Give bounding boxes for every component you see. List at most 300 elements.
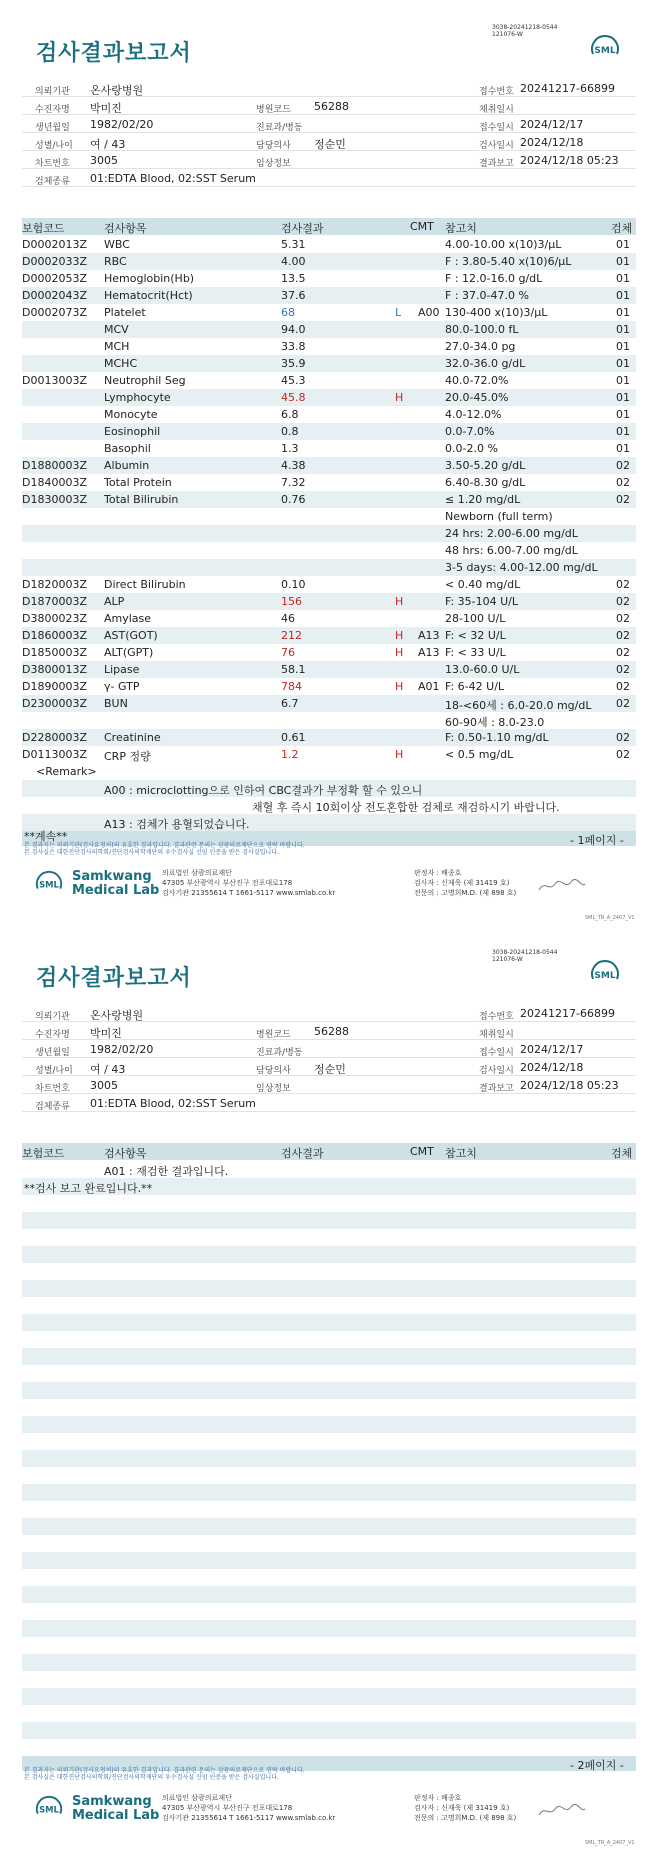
cell-result: 94.0 — [281, 323, 306, 336]
notice-line1: 본 결과지는 의뢰기관(검사요청처)의 유효한 결과입니다. 결과관련 문의는 삼광의료재단으로 연락 바랍니다. — [24, 842, 305, 849]
cell-ref: F: 6-42 U/L — [445, 680, 505, 693]
cell-result: 1.3 — [281, 442, 299, 455]
footer-logo-text: SML — [39, 1804, 59, 1815]
cell-ref: 60-90세 : 8.0-23.0 — [445, 716, 545, 729]
empty-row — [22, 1518, 636, 1535]
empty-row — [22, 1671, 636, 1688]
table-row — [22, 253, 636, 270]
results-table — [22, 236, 636, 763]
cell-flag: H — [395, 680, 404, 693]
cell-item: Lymphocyte — [104, 391, 171, 404]
table-row — [22, 678, 636, 695]
cell-ref: F: < 32 U/L — [445, 629, 506, 642]
table-row — [22, 304, 636, 321]
cell-ref: 4.00-10.00 x(10)3/μL — [445, 238, 562, 251]
cell-item: Eosinophil — [104, 425, 161, 438]
cell-item: WBC — [104, 238, 130, 251]
sml-footer-logo-icon — [34, 868, 64, 898]
table-row — [22, 610, 636, 627]
receipt-date-value: 2024/12/17 — [520, 1043, 584, 1056]
cell-item: MCH — [104, 340, 130, 353]
remark-a13: A13 : 검체가 용혈되었습니다. — [104, 818, 250, 831]
table-row — [22, 423, 636, 440]
header-ref: 참고치 — [445, 222, 477, 235]
notice-line2: 본 검사실은 대한진단검사의학회/진단검사의학재단의 우수검사실 신임 인증을 받은 검사실입니다. — [24, 1774, 279, 1781]
notice-text — [24, 842, 305, 856]
sml-footer-logo-icon — [34, 1793, 64, 1823]
footer-staff-line2: 검사자 : 신재욱 (제 31419 호) — [414, 1804, 510, 1812]
empty-row — [22, 1484, 636, 1501]
table-row — [22, 729, 636, 746]
cell-ref: 48 hrs: 6.00-7.00 mg/dL — [445, 544, 578, 557]
cell-ref: 6.40-8.30 g/dL — [445, 476, 526, 489]
table-row — [22, 576, 636, 593]
table-row — [22, 695, 636, 712]
doctor-label: 담당의사 — [256, 141, 291, 151]
cell-item: Neutrophil Seg — [104, 374, 186, 387]
empty-row — [22, 1212, 636, 1229]
form-code: SML_TR_A_2407_V1 — [585, 1840, 635, 1846]
cell-ref: 20.0-45.0% — [445, 391, 509, 404]
chart-label: 차트번호 — [35, 1084, 70, 1094]
collect-label: 채취일시 — [479, 105, 514, 115]
footer-staff-line1: 판정자 : 배종호 — [414, 869, 462, 877]
table-row — [22, 474, 636, 491]
table-row — [22, 389, 636, 406]
logo-text: SML — [594, 46, 616, 56]
info-row — [22, 169, 636, 187]
header-result: 검사결과 — [281, 1147, 324, 1160]
page-number: - 2페이지 - — [570, 1759, 624, 1772]
specimen-label: 검체종류 — [35, 1102, 70, 1112]
cell-cmt: A13 — [418, 629, 440, 642]
cell-result: 5.31 — [281, 238, 306, 251]
cell-item: Total Bilirubin — [104, 493, 179, 506]
cell-ref: F: 0.50-1.10 mg/dL — [445, 731, 549, 744]
table-row — [22, 661, 636, 678]
cell-result: 76 — [281, 646, 295, 659]
empty-row — [22, 1314, 636, 1331]
cell-code: D1840003Z — [22, 476, 87, 489]
table-row — [22, 559, 636, 576]
table-row — [22, 746, 636, 763]
document-number-line1: 3038-20241218-0544 — [492, 949, 558, 956]
cell-ref: 13.0-60.0 U/L — [445, 663, 520, 676]
cell-flag: L — [395, 306, 402, 319]
footer-brand-line1: Samkwang — [72, 869, 152, 884]
remark-row — [22, 763, 636, 780]
empty-row — [22, 1637, 636, 1654]
cell-result: 156 — [281, 595, 302, 608]
cell-cmt: A13 — [418, 646, 440, 659]
empty-row — [22, 1399, 636, 1416]
cell-code: D1850003Z — [22, 646, 87, 659]
patient-name-value: 박미진 — [90, 102, 122, 115]
report-title: 검사결과보고서 — [36, 966, 192, 991]
report-complete-text: **검사 보고 완료입니다.** — [24, 1182, 153, 1195]
cell-specimen: 02 — [616, 731, 630, 744]
document-number-line2: 121076-W — [492, 956, 523, 963]
table-row — [22, 542, 636, 559]
cell-ref: 32.0-36.0 g/dL — [445, 357, 526, 370]
info-row — [22, 97, 636, 115]
table-row — [22, 644, 636, 661]
collect-label: 채취일시 — [479, 1030, 514, 1040]
cell-specimen: 02 — [616, 748, 630, 761]
cell-ref: 28-100 U/L — [445, 612, 506, 625]
cell-result: 13.5 — [281, 272, 306, 285]
cell-item: AST(GOT) — [104, 629, 158, 642]
footer-org-line3: 검사기관 21355614 T 1661-5117 www.smlab.co.kr — [162, 889, 336, 897]
cell-code: D1820003Z — [22, 578, 87, 591]
birth-value: 1982/02/20 — [90, 118, 154, 131]
patient-name-label: 수진자명 — [35, 105, 70, 115]
cell-code: D1880003Z — [22, 459, 87, 472]
form-code: SML_TR_A_2407_V1 — [585, 915, 635, 921]
cell-item: MCHC — [104, 357, 138, 370]
patient-name-label: 수진자명 — [35, 1030, 70, 1040]
cell-result: 45.8 — [281, 391, 306, 404]
cell-code: D0002073Z — [22, 306, 87, 319]
cell-code: D0002043Z — [22, 289, 87, 302]
cell-item: Hemoglobin(Hb) — [104, 272, 195, 285]
footer-logo-text: SML — [39, 879, 59, 890]
cell-ref: F: 35-104 U/L — [445, 595, 519, 608]
empty-row — [22, 1246, 636, 1263]
cell-specimen: 02 — [616, 646, 630, 659]
footer-staff-line3: 전문의 : 고명희M.D. (제 898 호) — [414, 1814, 517, 1822]
info-row — [22, 79, 636, 97]
empty-row — [22, 1195, 636, 1212]
empty-row — [22, 1501, 636, 1518]
remark-row — [22, 814, 636, 831]
cell-result: 58.1 — [281, 663, 306, 676]
cell-flag: H — [395, 595, 404, 608]
receipt-no-value: 20241217-66899 — [520, 82, 615, 95]
clinical-label: 임상정보 — [256, 159, 291, 169]
footer-org-line2: 47305 부산광역시 부산진구 전포대로178 — [162, 1804, 293, 1812]
patient-name-value: 박미진 — [90, 1027, 122, 1040]
info-row — [22, 115, 636, 133]
cell-ref: 80.0-100.0 fL — [445, 323, 519, 336]
table-row — [22, 355, 636, 372]
report-date-value: 2024/12/18 05:23 — [520, 154, 619, 167]
info-row — [22, 1004, 636, 1022]
notice-line2: 본 검사실은 대한진단검사의학회/진단검사의학재단의 우수검사실 신임 인증을 받은 검사실입니다. — [24, 849, 279, 856]
cell-specimen: 02 — [616, 476, 630, 489]
table-row — [22, 338, 636, 355]
footer-brand — [72, 870, 159, 898]
cell-code: D0002053Z — [22, 272, 87, 285]
empty-row — [22, 1331, 636, 1348]
cell-code: D0002013Z — [22, 238, 87, 251]
cell-code: D1890003Z — [22, 680, 87, 693]
cell-ref: 40.0-72.0% — [445, 374, 509, 387]
report-date-value: 2024/12/18 05:23 — [520, 1079, 619, 1092]
table-row — [22, 287, 636, 304]
cell-result: 6.8 — [281, 408, 299, 421]
remark-row — [22, 1161, 636, 1178]
hospital-label: 의뢰기관 — [35, 1012, 70, 1022]
cell-item: ALP — [104, 595, 125, 608]
cell-specimen: 01 — [616, 238, 630, 251]
cell-result: 0.10 — [281, 578, 306, 591]
signature-icon — [537, 1801, 587, 1821]
cell-code: D3800023Z — [22, 612, 87, 625]
specimen-label: 검체종류 — [35, 177, 70, 187]
remark-a01: A01 : 재검한 결과입니다. — [104, 1165, 229, 1178]
empty-row — [22, 1467, 636, 1484]
hosp-code-value: 56288 — [314, 100, 349, 113]
cell-item: MCV — [104, 323, 129, 336]
results-table-continued — [22, 1161, 636, 1739]
report-date-label: 결과보고 — [479, 1084, 514, 1094]
report-footer — [22, 864, 636, 910]
sml-logo-icon — [589, 32, 621, 64]
cell-flag: H — [395, 646, 404, 659]
empty-row — [22, 1586, 636, 1603]
header-result: 검사결과 — [281, 222, 324, 235]
empty-row — [22, 1603, 636, 1620]
clinical-label: 임상정보 — [256, 1084, 291, 1094]
cell-ref: F: < 33 U/L — [445, 646, 506, 659]
info-row — [22, 133, 636, 151]
hospital-value: 온사랑병원 — [90, 84, 144, 97]
table-row — [22, 372, 636, 389]
footer-staff-line1: 판정자 : 배종호 — [414, 1794, 462, 1802]
cell-specimen: 01 — [616, 442, 630, 455]
cell-ref: 18-<60세 : 6.0-20.0 mg/dL — [445, 699, 592, 712]
document-number — [492, 949, 557, 963]
results-table-header — [22, 218, 636, 235]
footer-staff-line2: 검사자 : 신재욱 (제 31419 호) — [414, 879, 510, 887]
footer-brand-line1: Samkwang — [72, 1794, 152, 1809]
cell-item: Total Protein — [104, 476, 172, 489]
cell-specimen: 02 — [616, 612, 630, 625]
test-date-value: 2024/12/18 — [520, 136, 584, 149]
cell-ref: F : 12.0-16.0 g/dL — [445, 272, 543, 285]
cell-item: γ- GTP — [104, 680, 140, 693]
patient-info — [22, 79, 636, 187]
patient-info — [22, 1004, 636, 1112]
footer-org-line1: 의료법인 삼광의료재단 — [162, 1794, 232, 1802]
table-row — [22, 236, 636, 253]
report-footer — [22, 1789, 636, 1835]
notice-line1: 본 결과지는 의뢰기관(검사요청처)의 유효한 결과입니다. 결과관련 문의는 삼광의료재단으로 연락 바랍니다. — [24, 1767, 305, 1774]
test-date-label: 검사일시 — [479, 1066, 514, 1076]
cell-item: CRP 정량 — [104, 750, 151, 763]
doctor-value: 정순민 — [314, 1063, 346, 1076]
empty-row — [22, 1382, 636, 1399]
empty-row — [22, 1552, 636, 1569]
header-ref: 참고치 — [445, 1147, 477, 1160]
chart-value: 3005 — [90, 154, 118, 167]
birth-value: 1982/02/20 — [90, 1043, 154, 1056]
cell-result: 46 — [281, 612, 295, 625]
footer-brand-line2: Medical Lab — [72, 883, 160, 898]
empty-row — [22, 1263, 636, 1280]
report-title: 검사결과보고서 — [36, 41, 192, 66]
report-page-2 — [0, 925, 655, 1850]
info-row — [22, 1058, 636, 1076]
empty-row — [22, 1569, 636, 1586]
cell-specimen: 01 — [616, 391, 630, 404]
empty-row — [22, 1297, 636, 1314]
header-cmt: CMT — [410, 1145, 434, 1158]
remark-row — [22, 1178, 636, 1195]
hosp-code-label: 병원코드 — [256, 1030, 291, 1040]
cell-result: 0.8 — [281, 425, 299, 438]
header-code: 보험코드 — [22, 1147, 65, 1160]
cell-specimen: 01 — [616, 374, 630, 387]
test-date-label: 검사일시 — [479, 141, 514, 151]
cell-specimen: 01 — [616, 323, 630, 336]
footer-organization — [162, 1793, 335, 1823]
table-row — [22, 627, 636, 644]
cell-item: Lipase — [104, 663, 140, 676]
cell-code: D2280003Z — [22, 731, 87, 744]
cell-item: Basophil — [104, 442, 151, 455]
cell-result: 33.8 — [281, 340, 306, 353]
footer-org-line1: 의료법인 삼광의료재단 — [162, 869, 232, 877]
hospital-value: 온사랑병원 — [90, 1009, 144, 1022]
cell-item: RBC — [104, 255, 127, 268]
table-row — [22, 508, 636, 525]
remark-a00-line2: 채혈 후 즉시 10회이상 전도혼합한 검체로 재검하시기 바랍니다. — [252, 801, 560, 814]
chart-label: 차트번호 — [35, 159, 70, 169]
footer-staff — [414, 1793, 516, 1823]
footer-brand — [72, 1795, 159, 1823]
document-number — [492, 24, 557, 38]
cell-result: 6.7 — [281, 697, 299, 710]
receipt-no-label: 접수번호 — [479, 1012, 514, 1022]
cell-item: Creatinine — [104, 731, 161, 744]
birth-label: 생년월일 — [35, 1048, 70, 1058]
cell-item: ALT(GPT) — [104, 646, 154, 659]
header-code: 보험코드 — [22, 222, 65, 235]
specimen-value: 01:EDTA Blood, 02:SST Serum — [90, 1097, 256, 1110]
table-row — [22, 440, 636, 457]
cell-result: 784 — [281, 680, 302, 693]
header-specimen: 검체 — [611, 1147, 633, 1160]
cell-item: Hematocrit(Hct) — [104, 289, 193, 302]
notice-text — [24, 1767, 305, 1781]
footer-org-line2: 47305 부산광역시 부산진구 전포대로178 — [162, 879, 293, 887]
table-row — [22, 457, 636, 474]
header-specimen: 검체 — [611, 222, 633, 235]
cell-specimen: 02 — [616, 680, 630, 693]
cell-item: Platelet — [104, 306, 146, 319]
table-row — [22, 491, 636, 508]
cell-result: 68 — [281, 306, 295, 319]
remarks-section — [22, 763, 636, 831]
receipt-date-label: 접수일시 — [479, 1048, 514, 1058]
cell-code: D0002033Z — [22, 255, 87, 268]
cell-specimen: 02 — [616, 493, 630, 506]
sex-age-value: 여 / 43 — [90, 1063, 126, 1076]
cell-item: Albumin — [104, 459, 150, 472]
hosp-code-label: 병원코드 — [256, 105, 291, 115]
cell-code: D2300003Z — [22, 697, 87, 710]
sex-age-label: 성별/나이 — [35, 1066, 73, 1076]
cell-ref: ≤ 1.20 mg/dL — [445, 493, 521, 506]
receipt-date-label: 접수일시 — [479, 123, 514, 133]
doctor-label: 담당의사 — [256, 1066, 291, 1076]
cell-specimen: 01 — [616, 306, 630, 319]
info-row — [22, 151, 636, 169]
cell-code: D3800013Z — [22, 663, 87, 676]
header-cmt: CMT — [410, 220, 434, 233]
cell-ref: 0.0-7.0% — [445, 425, 495, 438]
logo-text: SML — [594, 971, 616, 981]
cell-cmt: A01 — [418, 680, 440, 693]
cell-specimen: 02 — [616, 595, 630, 608]
table-row — [22, 525, 636, 542]
table-row — [22, 712, 636, 729]
cell-ref: 4.0-12.0% — [445, 408, 502, 421]
cell-specimen: 01 — [616, 272, 630, 285]
info-row — [22, 1094, 636, 1112]
signature-icon — [537, 876, 587, 896]
cell-flag: H — [395, 748, 404, 761]
cell-item: Monocyte — [104, 408, 158, 421]
table-row — [22, 593, 636, 610]
doctor-value: 정순민 — [314, 138, 346, 151]
empty-row — [22, 1620, 636, 1637]
header-item: 검사항목 — [104, 222, 147, 235]
cell-code: D1870003Z — [22, 595, 87, 608]
page-number: - 1페이지 - — [570, 834, 624, 847]
birth-label: 생년월일 — [35, 123, 70, 133]
cell-ref: Newborn (full term) — [445, 510, 553, 523]
remark-title: <Remark> — [36, 765, 97, 778]
cell-specimen: 01 — [616, 289, 630, 302]
cell-specimen: 01 — [616, 255, 630, 268]
table-row — [22, 406, 636, 423]
cell-ref: 3.50-5.20 g/dL — [445, 459, 526, 472]
cell-specimen: 01 — [616, 340, 630, 353]
cell-flag: H — [395, 391, 404, 404]
cell-ref: 130-400 x(10)3/μL — [445, 306, 548, 319]
cell-ref: 24 hrs: 2.00-6.00 mg/dL — [445, 527, 578, 540]
cell-ref: < 0.40 mg/dL — [445, 578, 521, 591]
cell-result: 1.2 — [281, 748, 299, 761]
info-row — [22, 1040, 636, 1058]
empty-row — [22, 1535, 636, 1552]
receipt-no-label: 접수번호 — [479, 87, 514, 97]
report-date-label: 결과보고 — [479, 159, 514, 169]
empty-row — [22, 1416, 636, 1433]
empty-row — [22, 1722, 636, 1739]
footer-organization — [162, 868, 335, 898]
cell-item: BUN — [104, 697, 128, 710]
footer-brand-line2: Medical Lab — [72, 1808, 160, 1823]
cell-code: D0113003Z — [22, 748, 87, 761]
dept-label: 진료과/병동 — [256, 1048, 303, 1058]
cell-result: 4.38 — [281, 459, 306, 472]
empty-row — [22, 1229, 636, 1246]
chart-value: 3005 — [90, 1079, 118, 1092]
cell-ref: F : 3.80-5.40 x(10)6/μL — [445, 255, 572, 268]
empty-row — [22, 1280, 636, 1297]
hospital-label: 의뢰기관 — [35, 87, 70, 97]
empty-row — [22, 1348, 636, 1365]
empty-row — [22, 1450, 636, 1467]
cell-flag: H — [395, 629, 404, 642]
cell-specimen: 01 — [616, 425, 630, 438]
document-number-line1: 3038-20241218-0544 — [492, 24, 558, 31]
cell-ref: 27.0-34.0 pg — [445, 340, 516, 353]
